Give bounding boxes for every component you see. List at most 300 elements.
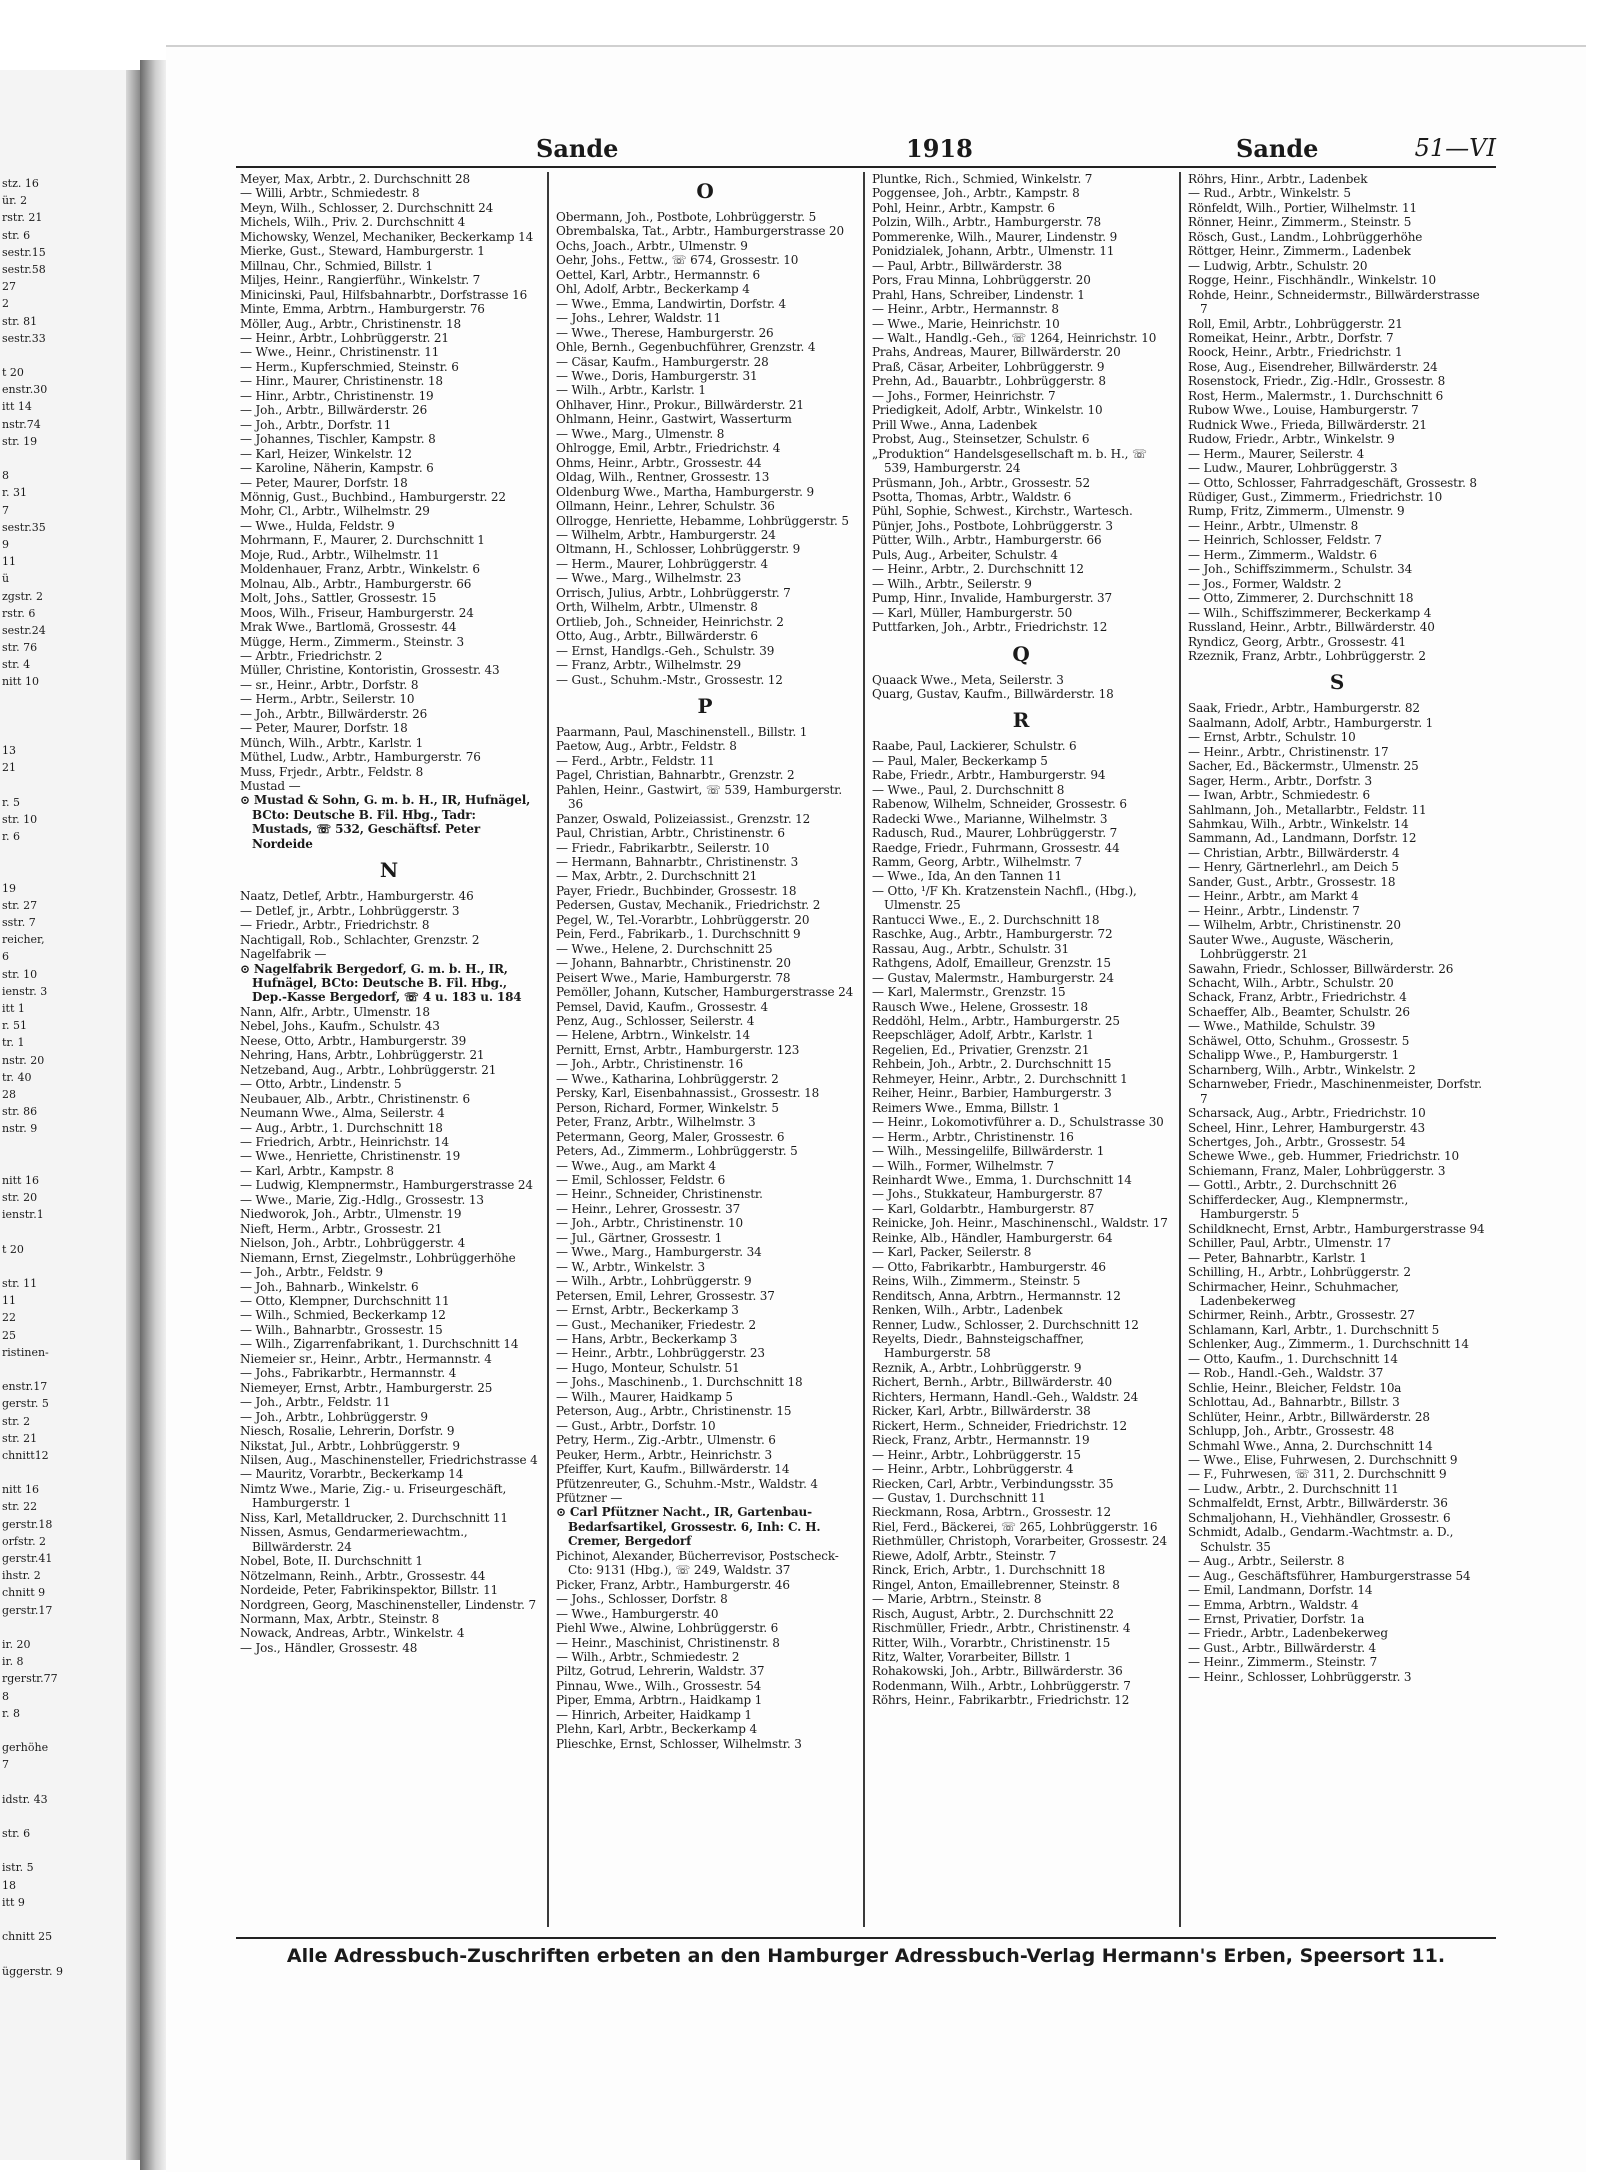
directory-entry: Reinhardt Wwe., Emma, 1. Durchschnitt 14 — [872, 1173, 1132, 1187]
directory-entry: — Wilh., Schiffszimmerer, Beckerkamp 4 — [1188, 605, 1432, 620]
directory-entry: Müller, Christine, Kontoristin, Grossestr. 43 — [240, 663, 500, 678]
prev-page-fragment: str. 76 — [2, 641, 38, 655]
directory-entry: — Jos., Händler, Grossestr. 48 — [240, 1640, 418, 1655]
directory-entry: Piper, Emma, Arbtrn., Haidkamp 1 — [556, 1693, 763, 1708]
directory-entry: Röhrs, Hinr., Arbtr., Ladenbek — [1188, 172, 1368, 186]
directory-entry: Moje, Rud., Arbtr., Wilhelmstr. 11 — [240, 547, 440, 562]
directory-entry: Niss, Karl, Metalldrucker, 2. Durchschnitt 11 — [240, 1510, 508, 1525]
business-advertisement: ⊙ Mustad & Sohn, G. m. b. H., IR, Hufnägel, BCto: Deutsche B. Fil. Hbg., Tadr: Mustads, ☏ 532, Geschäftsf. Peter Nordeide — [240, 793, 531, 851]
directory-entry: Quaack Wwe., Meta, Seilerstr. 3 — [872, 672, 1064, 687]
directory-entry: Ricker, Karl, Arbtr., Billwärderstr. 38 — [872, 1404, 1091, 1419]
directory-entry: — Wwe., Marg., Wilhelmstr. 23 — [556, 571, 742, 586]
directory-entry: Schalipp Wwe., P., Hamburgerstr. 1 — [1188, 1048, 1400, 1063]
directory-entry: — Wwe., Hulda, Feldstr. 9 — [240, 518, 395, 533]
directory-entry: Petermann, Georg, Maler, Grossestr. 6 — [556, 1129, 785, 1144]
directory-entry: — Henry, Gärtnerlehrl., am Deich 5 — [1188, 860, 1399, 875]
directory-entry: — Aug., Geschäftsführer, Hamburgerstrasse 54 — [1188, 1568, 1471, 1583]
directory-entry: Prehn, Ad., Bauarbtr., Lohbrüggerstr. 8 — [872, 374, 1106, 389]
directory-entry: — Paul, Maler, Beckerkamp 5 — [872, 753, 1048, 768]
directory-entry: Normann, Max, Arbtr., Steinstr. 8 — [240, 1611, 440, 1626]
directory-entry: — Christian, Arbtr., Billwärderstr. 4 — [1188, 845, 1400, 860]
directory-entry: Person, Richard, Former, Winkelstr. 5 — [556, 1100, 779, 1115]
prev-page-fragment: str. 6 — [2, 1827, 31, 1840]
prev-page-fragment: chnitt12 — [2, 1448, 49, 1462]
section-letter: Q — [1012, 641, 1030, 666]
directory-entry: — Karl, Arbtr., Kampstr. 8 — [240, 1163, 394, 1178]
directory-entry: — Hermann, Bahnarbtr., Christinenstr. 3 — [556, 855, 799, 870]
directory-entry: Naatz, Detlef, Arbtr., Hamburgerstr. 46 — [240, 889, 474, 904]
header-year: 1918 — [906, 134, 973, 163]
directory-entry: — Wilh., Zigarrenfabrikant, 1. Durchschnitt 14 — [240, 1337, 519, 1352]
directory-entry: — Wilh., Arbtr., Karlstr. 1 — [556, 383, 706, 398]
directory-entry: Roock, Heinr., Arbtr., Friedrichstr. 1 — [1188, 345, 1403, 360]
prev-page-fragment: 22 — [2, 1311, 16, 1325]
directory-entry: Plehn, Karl, Arbtr., Beckerkamp 4 — [556, 1722, 757, 1737]
prev-page-fragment — [0, 1842, 125, 1859]
header-locality-left: Sande — [536, 134, 619, 163]
prev-page-fragment: t 20 — [2, 1242, 24, 1256]
prev-page-fragment: idstr. 43 — [2, 1792, 48, 1806]
directory-entry: Saalmann, Adolf, Arbtr., Hamburgerstr. 1 — [1188, 715, 1434, 730]
prev-page-fragment — [0, 1808, 125, 1825]
directory-entry: Peters, Ad., Zimmerm., Lohbrüggerstr. 5 — [556, 1144, 798, 1159]
directory-entry: — Wwe., Elise, Fuhrwesen, 2. Durchschnitt 9 — [1188, 1452, 1458, 1467]
directory-entry: — Heinr., Arbtr., Lohbrüggerstr. 4 — [872, 1462, 1074, 1477]
directory-entry: — Ernst, Handlgs.-Geh., Schulstr. 39 — [556, 643, 775, 658]
directory-entry: Prahs, Andreas, Maurer, Billwärderstr. 20 — [872, 345, 1121, 360]
prev-page-fragment: nitt 16 — [2, 1483, 39, 1497]
prev-page-fragment: str. 81 — [2, 314, 38, 328]
directory-entry: Moos, Wilh., Friseur, Hamburgerstr. 24 — [240, 605, 474, 620]
column-rule — [1179, 172, 1181, 1927]
business-advertisement: ⊙ Carl Pfützner Nacht., IR, Gartenbau-Bedarfsartikel, Grossestr. 6, Inh: C. H. Cremer, Bergedorf — [556, 1505, 821, 1549]
directory-entry: Niedworok, Joh., Arbtr., Ulmenstr. 19 — [240, 1207, 462, 1222]
directory-entry: Radecki Wwe., Marianne, Wilhelmstr. 3 — [872, 811, 1108, 826]
column-rule — [547, 172, 549, 1927]
directory-entry: Rose, Aug., Eisendreher, Billwärderstr. 24 — [1188, 359, 1438, 374]
directory-entry: Praß, Cäsar, Arbeiter, Lohbrüggerstr. 9 — [872, 359, 1105, 374]
directory-entry: — Friedr., Arbtr., Ladenbekerweg — [1188, 1626, 1388, 1641]
directory-entry: Oehr, Johs., Fettw., ☏ 674, Grossestr. 10 — [556, 253, 799, 268]
directory-entry: — Ernst, Arbtr., Schulstr. 10 — [1188, 730, 1356, 745]
directory-entry: Nachtigall, Rob., Schlachter, Grenzstr. 2 — [240, 932, 480, 947]
prev-page-fragment: 11 — [2, 555, 16, 569]
directory-entry: Oettel, Karl, Arbtr., Hermannstr. 6 — [556, 267, 760, 282]
directory-entry: — Friedr., Fabrikarbtr., Seilerstr. 10 — [556, 840, 770, 855]
directory-entry: — Gust., Schuhm.-Mstr., Grossestr. 12 — [556, 672, 783, 687]
directory-entry: Pors, Frau Minna, Lohbrüggerstr. 20 — [872, 273, 1091, 288]
directory-entry: Piltz, Gotrud, Lehrerin, Waldstr. 37 — [556, 1664, 765, 1679]
directory-entry: Rinck, Erich, Arbtr., 1. Durchschnitt 18 — [872, 1563, 1106, 1578]
directory-entry: Mustad — — [240, 779, 301, 794]
prev-page-fragment — [0, 863, 125, 880]
directory-entry: Reinicke, Joh. Heinr., Maschinenschl., Waldstr. 17 — [872, 1216, 1168, 1231]
directory-entry: Pedersen, Gustav, Mechanik., Friedrichstr. 2 — [556, 898, 821, 913]
directory-entry: Pahlen, Heinr., Gastwirt, ☏ 539, Hamburgerstr. 36 — [556, 782, 843, 812]
directory-entry: — Willi, Arbtr., Schmiedestr. 8 — [240, 186, 420, 201]
directory-entry: Peter, Franz, Arbtr., Wilhelmstr. 3 — [556, 1115, 756, 1130]
directory-entry: Rösch, Gust., Landm., Lohbrüggerhöhe — [1188, 229, 1423, 244]
directory-entry: Oltmann, H., Schlosser, Lohbrüggerstr. 9 — [556, 542, 801, 557]
directory-entry: — Joh., Arbtr., Dorfstr. 11 — [240, 417, 392, 432]
directory-entry: Puttfarken, Joh., Arbtr., Friedrichstr. 12 — [872, 620, 1108, 635]
directory-entry: — Otto, ¹/F Kh. Kratzenstein Nachfl., (Hbg.), Ulmenstr. 25 — [872, 883, 1137, 913]
directory-entry: Pein, Ferd., Fabrikarb., 1. Durchschnitt 9 — [556, 927, 801, 942]
directory-entry: Meyn, Wilh., Schlosser, 2. Durchschnitt 24 — [240, 200, 494, 215]
directory-entry: — Heinr., Arbtr., Hermannstr. 8 — [872, 302, 1059, 317]
prev-page-fragment: str. 22 — [2, 1500, 38, 1514]
directory-entry: — Iwan, Arbtr., Schmiedestr. 6 — [1188, 788, 1371, 803]
directory-entry: — Wilh., Arbtr., Lohbrüggerstr. 9 — [556, 1274, 752, 1289]
directory-entry: Rieck, Franz, Arbtr., Hermannstr. 19 — [872, 1433, 1090, 1448]
directory-entry: — Otto, Arbtr., Lindenstr. 5 — [240, 1077, 402, 1092]
directory-entry: — Wilh., Former, Wilhelmstr. 7 — [872, 1158, 1054, 1173]
prev-page-fragment — [0, 450, 125, 467]
directory-entry: Schilling, H., Arbtr., Lohbrüggerstr. 2 — [1188, 1265, 1411, 1280]
directory-entry: Rüdiger, Gust., Zimmerm., Friedrichstr. 10 — [1188, 489, 1443, 504]
prev-page-fragment: 18 — [2, 1878, 16, 1892]
directory-entry: Poggensee, Joh., Arbtr., Kampstr. 8 — [872, 186, 1080, 201]
directory-entry: — Mauritz, Vorarbtr., Beckerkamp 14 — [240, 1467, 464, 1482]
directory-entry: Ollrogge, Henriette, Hebamme, Lohbrüggerstr. 5 — [556, 513, 849, 528]
directory-entry: Ritz, Walter, Vorarbeiter, Billstr. 1 — [872, 1649, 1072, 1664]
directory-entry: — Detlef, jr., Arbtr., Lohbrüggerstr. 3 — [240, 903, 460, 918]
prev-page-fragment: gerstr.17 — [2, 1603, 53, 1617]
directory-entry: Persky, Karl, Eisenbahnassist., Grossestr. 18 — [556, 1086, 820, 1101]
directory-entry: Rönner, Heinr., Zimmerm., Steinstr. 5 — [1188, 215, 1412, 230]
directory-entry: Prahl, Hans, Schreiber, Lindenstr. 1 — [872, 287, 1085, 302]
prev-page-fragment: gerstr. 5 — [2, 1397, 49, 1411]
directory-entry: Reinke, Alb., Händler, Hamburgerstr. 64 — [872, 1230, 1113, 1245]
directory-entry: Prill Wwe., Anna, Ladenbek — [872, 417, 1037, 432]
directory-entry: Ollmann, Heinr., Lehrer, Schulstr. 36 — [556, 499, 775, 514]
directory-entry: Nötzelmann, Reinh., Arbtr., Grossestr. 44 — [240, 1568, 486, 1583]
directory-entry: Ponidzialek, Johann, Arbtr., Ulmenstr. 11 — [872, 244, 1115, 259]
directory-entry: Romeikat, Heinr., Arbtr., Dorfstr. 7 — [1188, 330, 1394, 345]
directory-entry: — Wwe., Aug., am Markt 4 — [556, 1158, 716, 1173]
directory-entry: Schildknecht, Ernst, Arbtr., Hamburgerstrasse 94 — [1188, 1221, 1485, 1236]
prev-page-fragment: str. 20 — [2, 1191, 38, 1205]
prev-page-fragment — [0, 777, 125, 794]
directory-entry: Pichinot, Alexander, Bücherrevisor, Postscheck-Cto: 9131 (Hbg.), ☏ 249, Waldstr. 37 — [556, 1548, 839, 1578]
prev-page-fragment: ienstr. 3 — [2, 984, 48, 998]
directory-entry: — Gustav, 1. Durchschnitt 11 — [872, 1490, 1046, 1505]
directory-entry: — Ludw., Arbtr., 2. Durchschnitt 11 — [1188, 1481, 1399, 1496]
directory-entry: Schewe Wwe., geb. Hummer, Friedrichstr. 10 — [1188, 1149, 1460, 1164]
directory-entry: — Heinr., Arbtr., Ulmenstr. 8 — [1188, 518, 1359, 533]
directory-entry: Rudow, Friedr., Arbtr., Winkelstr. 9 — [1188, 432, 1395, 447]
prev-page-fragment: sestr.33 — [2, 331, 46, 345]
directory-entry: Michowsky, Wenzel, Mechaniker, Beckerkamp 14 — [240, 229, 534, 244]
prev-page-fragment: str. 11 — [2, 1277, 38, 1290]
directory-entry: Schacht, Wilh., Arbtr., Schulstr. 20 — [1188, 976, 1394, 991]
directory-entry: Niemeier sr., Heinr., Arbtr., Hermannstr. 4 — [240, 1351, 492, 1366]
directory-entry: Ohlmann, Heinr., Gastwirt, Wasserturm — [556, 412, 792, 427]
directory-entry: — Joh., Arbtr., Christinenstr. 10 — [556, 1216, 743, 1231]
directory-entry: Ohms, Heinr., Arbtr., Grossestr. 44 — [556, 455, 762, 470]
page-number: 51—VI — [1414, 134, 1496, 162]
directory-entry: — Ferd., Arbtr., Feldstr. 11 — [556, 753, 715, 768]
directory-entry: Nielson, Joh., Arbtr., Lohbrüggerstr. 4 — [240, 1236, 466, 1251]
directory-entry: — Peter, Maurer, Dorfstr. 18 — [240, 721, 408, 736]
directory-entry: — Heinr., Maschinist, Christinenstr. 8 — [556, 1635, 780, 1650]
directory-entry: Röttger, Heinr., Zimmerm., Ladenbek — [1188, 244, 1411, 259]
directory-entry: — Karl, Malermstr., Grenzstr. 15 — [872, 985, 1066, 1000]
directory-entry: Rogge, Heinr., Fischhändlr., Winkelstr. 10 — [1188, 273, 1437, 288]
prev-page-fragment: 7 — [2, 503, 9, 517]
directory-entry: Picker, Franz, Arbtr., Hamburgerstr. 46 — [556, 1577, 790, 1592]
prev-page-fragment: 9 — [2, 537, 9, 551]
directory-entry: — Otto, Zimmerer, 2. Durchschnitt 18 — [1188, 591, 1414, 606]
section-letter: P — [697, 693, 713, 718]
directory-entry: — Heinr., Arbtr., Lohbrüggerstr. 21 — [240, 330, 449, 345]
directory-entry: — Gustav, Malermstr., Hamburgerstr. 24 — [872, 970, 1114, 985]
directory-entry: Neese, Otto, Arbtr., Hamburgerstr. 39 — [240, 1033, 467, 1048]
directory-entry: „Produktion“ Handelsgesellschaft m. b. H., ☏ 539, Hamburgerstr. 24 — [872, 446, 1147, 476]
prev-page-fragment — [0, 1223, 125, 1240]
directory-entry: — Johs., Maschinenb., 1. Durchschnitt 18 — [556, 1375, 803, 1390]
directory-entry: — Walt., Handlg.-Geh., ☏ 1264, Heinrichstr. 10 — [872, 330, 1157, 345]
prev-page-fragment — [0, 708, 125, 725]
prev-page-fragment: nstr. 20 — [2, 1053, 45, 1067]
directory-entry: — Wilhelm, Arbtr., Christinenstr. 20 — [1188, 918, 1401, 933]
directory-entry: — Heinr., Arbtr., Lindenstr. 7 — [1188, 903, 1360, 918]
directory-entry: Schirmacher, Heinr., Schuhmacher, Ladenbekerweg — [1188, 1279, 1399, 1308]
directory-entry: Schlupp, Joh., Arbtr., Grossestr. 48 — [1188, 1424, 1395, 1439]
prev-page-fragment: 6 — [2, 950, 9, 964]
prev-page-fragment: 21 — [2, 761, 16, 775]
directory-entry: Millnau, Chr., Schmied, Billstr. 1 — [240, 258, 434, 273]
directory-entry: Netzeband, Aug., Arbtr., Lohbrüggerstr. 21 — [240, 1062, 497, 1077]
directory-entry: — Johann, Bahnarbtr., Christinenstr. 20 — [556, 956, 791, 971]
prev-page-fragment: rstr. 6 — [2, 606, 36, 620]
prev-page-fragment: str. 10 — [2, 812, 38, 826]
prev-page-fragment: stz. 16 — [2, 177, 39, 190]
directory-entry: Pump, Hinr., Invalide, Hamburgerstr. 37 — [872, 591, 1112, 606]
prev-page-fragment — [0, 1619, 125, 1636]
directory-entry: — Wwe., Heinr., Christinenstr. 11 — [240, 345, 440, 360]
prev-page-fragment — [0, 1464, 125, 1481]
directory-entry: Polzin, Wilh., Arbtr., Hamburgerstr. 78 — [872, 215, 1102, 230]
directory-entry: — Wwe., Paul, 2. Durchschnitt 8 — [872, 782, 1065, 797]
directory-entry: Scheel, Hinr., Lehrer, Hamburgerstr. 43 — [1188, 1120, 1426, 1135]
directory-entry: Mönnig, Gust., Buchbind., Hamburgerstr. 22 — [240, 489, 506, 504]
directory-entry: — Emma, Arbtrn., Waldstr. 4 — [1188, 1597, 1359, 1612]
directory-entry: Scharsack, Aug., Arbtr., Friedrichstr. 10 — [1188, 1106, 1426, 1121]
directory-entry: — Emil, Landmann, Dorfstr. 14 — [1188, 1583, 1373, 1598]
directory-entry: Ohle, Bernh., Gegenbuchführer, Grenzstr. 4 — [556, 340, 816, 355]
prev-page-fragment: nitt 16 — [2, 1173, 39, 1187]
section-letter: R — [1012, 708, 1030, 733]
directory-entry: — Wilh., Messingelilfe, Billwärderstr. 1 — [872, 1144, 1105, 1159]
directory-entry: Nieft, Herm., Arbtr., Grossestr. 21 — [240, 1221, 443, 1236]
prev-page-fragment: gerstr.18 — [2, 1517, 53, 1531]
directory-entry: — W., Arbtr., Winkelstr. 3 — [556, 1259, 705, 1274]
directory-entry: Riecken, Carl, Arbtr., Verbindungsstr. 35 — [872, 1476, 1114, 1491]
directory-entry: — Johs., Fabrikarbtr., Hermannstr. 4 — [240, 1366, 457, 1381]
directory-entry: — Joh., Arbtr., Feldstr. 9 — [240, 1265, 383, 1280]
directory-entry: — Ludwig, Klempnermstr., Hamburgerstrasse 24 — [240, 1178, 533, 1193]
prev-page-fragment: sestr.24 — [2, 623, 46, 637]
directory-entry: Minicinski, Paul, Hilfsbahnarbtr., Dorfstrasse 16 — [240, 287, 528, 302]
directory-entry: — Joh., Arbtr., Feldstr. 11 — [240, 1395, 391, 1410]
page-fold — [126, 70, 140, 2160]
prev-page-fragment: sestr.35 — [2, 520, 46, 534]
business-advertisement: ⊙ Nagelfabrik Bergedorf, G. m. b. H., IR, Hufnägel, BCto: Deutsche B. Fil. Hbg., Dep.-Kasse Bergedorf, ☏ 4 u. 183 u. 184 — [240, 961, 522, 1005]
directory-entry: Rickert, Herm., Schneider, Friedrichstr. 12 — [872, 1418, 1128, 1433]
directory-entry: Rohde, Heinr., Schneidermstr., Billwärderstrasse 7 — [1188, 287, 1480, 317]
directory-entry: Roll, Emil, Arbtr., Lohbrüggerstr. 21 — [1188, 316, 1403, 331]
directory-entry: Rehmeyer, Heinr., Arbtr., 2. Durchschnitt 1 — [872, 1071, 1128, 1086]
directory-entry: — Paul, Arbtr., Billwärderstr. 38 — [872, 258, 1062, 273]
directory-entry: Russland, Heinr., Arbtr., Billwärderstr. 40 — [1188, 620, 1435, 635]
directory-entry: Molnau, Alb., Arbtr., Hamburgerstr. 66 — [240, 576, 472, 591]
prev-page-fragment: str. 19 — [2, 434, 38, 448]
directory-entry: — Heinr., Arbtr., am Markt 4 — [1188, 889, 1359, 904]
prev-page-fragment: r. 31 — [2, 486, 28, 500]
directory-entry: — Karl, Heizer, Winkelstr. 12 — [240, 446, 412, 461]
prev-page-fragment: enstr.17 — [2, 1380, 48, 1394]
prev-page-fragment: enstr.30 — [2, 383, 48, 397]
directory-entry: Schlie, Heinr., Bleicher, Feldstr. 10a — [1188, 1380, 1402, 1395]
directory-entry: Ohl, Adolf, Arbtr., Beckerkamp 4 — [556, 282, 750, 297]
directory-entry: — Hinr., Arbtr., Christinenstr. 19 — [240, 388, 434, 403]
directory-entry: Rönfeldt, Wilh., Portier, Wilhelmstr. 11 — [1188, 200, 1417, 215]
directory-entry: Molt, Johs., Sattler, Grossestr. 15 — [240, 591, 437, 606]
directory-column-3 — [872, 172, 1170, 1927]
prev-page-fragment — [0, 1911, 125, 1928]
directory-entry: Oldenburg Wwe., Martha, Hamburgerstr. 9 — [556, 484, 814, 499]
directory-entry: Peuker, Herm., Arbtr., Heinrichstr. 3 — [556, 1447, 772, 1462]
directory-entry: — Joh., Arbtr., Christinenstr. 16 — [556, 1057, 743, 1072]
prev-page-fragment: 19 — [2, 881, 16, 895]
directory-entry: Muss, Frjedr., Arbtr., Feldstr. 8 — [240, 764, 424, 779]
prev-page-fragment: 13 — [2, 744, 16, 758]
directory-entry: Pühl, Sophie, Schwest., Kirchstr., Wartesch. — [872, 504, 1133, 519]
directory-entry: — Joh., Arbtr., Billwärderstr. 26 — [240, 403, 428, 418]
directory-entry: Müthel, Ludw., Arbtr., Hamburgerstr. 76 — [240, 750, 481, 765]
prev-page-fragment: str. 86 — [2, 1105, 38, 1119]
directory-entry: Sauter Wwe., Auguste, Wäscherin, Lohbrüggerstr. 21 — [1188, 932, 1394, 962]
directory-entry: Pommerenke, Wilh., Maurer, Lindenstr. 9 — [872, 229, 1118, 244]
directory-entry: Minte, Emma, Arbtrn., Hamburgerstr. 76 — [240, 302, 485, 317]
prev-page-fragment — [0, 1361, 125, 1378]
directory-entry: Risch, August, Arbtr., 2. Durchschnitt 22 — [872, 1606, 1114, 1621]
directory-entry: — Otto, Schlosser, Fahrradgeschäft, Grossestr. 8 — [1188, 475, 1477, 490]
directory-entry: Rathgens, Adolf, Emailleur, Grenzstr. 15 — [872, 956, 1111, 971]
directory-entry: — Wwe., Marg., Hamburgerstr. 34 — [556, 1245, 762, 1260]
directory-entry: Niesch, Rosalie, Lehrerin, Dorfstr. 9 — [240, 1424, 455, 1439]
directory-entry: Pfeiffer, Kurt, Kaufm., Billwärderstr. 14 — [556, 1462, 790, 1477]
directory-entry: — Wwe., Mathilde, Schulstr. 39 — [1188, 1019, 1376, 1034]
directory-entry: — Wilh., Maurer, Haidkamp 5 — [556, 1389, 733, 1404]
directory-entry: — Johs., Lehrer, Waldstr. 11 — [556, 311, 721, 326]
directory-entry: Mügge, Herm., Zimmerm., Steinstr. 3 — [240, 634, 464, 649]
directory-entry: Raedge, Friedr., Fuhrmann, Grossestr. 44 — [872, 840, 1120, 855]
section-letter: N — [379, 858, 399, 883]
directory-entry: Sahlmann, Joh., Metallarbtr., Feldstr. 11 — [1188, 802, 1427, 817]
prev-page-fragment: üggerstr. 9 — [2, 1964, 64, 1978]
directory-entry: — Herm., Arbtr., Seilerstr. 10 — [240, 692, 415, 707]
directory-entry: — Rud., Arbtr., Winkelstr. 5 — [1188, 186, 1351, 201]
directory-entry: Rodenmann, Wilh., Arbtr., Lohbrüggerstr. 7 — [872, 1678, 1131, 1693]
prev-page-fragment — [0, 1155, 125, 1172]
directory-entry: Niemeyer, Ernst, Arbtr., Hamburgerstr. 25 — [240, 1380, 493, 1395]
directory-entry: — sr., Heinr., Arbtr., Dorfstr. 8 — [240, 677, 419, 692]
directory-entry: Riethmüller, Christoph, Vorarbeiter, Grossestr. 24 — [872, 1534, 1167, 1549]
directory-entry: Ohlhaver, Hinr., Prokur., Billwärderstr. 21 — [556, 397, 804, 412]
directory-entry: — Peter, Bahnarbtr., Karlstr. 1 — [1188, 1250, 1367, 1265]
directory-entry: — Ludw., Maurer, Lohbrüggerstr. 3 — [1188, 461, 1398, 476]
directory-entry: — Joh., Bahnarb., Winkelstr. 6 — [240, 1279, 419, 1294]
prev-page-fragment: 27 — [2, 280, 16, 294]
prev-page-fragment: 7 — [2, 1758, 9, 1772]
directory-page — [166, 45, 1586, 2172]
directory-entry: Reepschläger, Adolf, Arbtr., Karlstr. 1 — [872, 1028, 1094, 1043]
directory-entry: — Herm., Maurer, Seilerstr. 4 — [1188, 446, 1365, 461]
directory-entry: — Heinr., Lokomotivführer a. D., Schulstrasse 30 — [872, 1115, 1164, 1130]
directory-entry: — Karl, Müller, Hamburgerstr. 50 — [872, 605, 1073, 620]
directory-entry: — Heinr., Lehrer, Grossestr. 37 — [556, 1201, 741, 1216]
directory-entry: — Emil, Schlosser, Feldstr. 6 — [556, 1173, 726, 1187]
directory-entry: Reznik, A., Arbtr., Lohbrüggerstr. 9 — [872, 1360, 1082, 1375]
directory-entry: Riewe, Adolf, Arbtr., Steinstr. 7 — [872, 1548, 1057, 1563]
directory-entry: — Wwe., Helene, 2. Durchschnitt 25 — [556, 941, 773, 956]
directory-entry: — Wwe., Marie, Zig.-Hdlg., Grossestr. 13 — [240, 1192, 484, 1207]
directory-entry: Rehbein, Joh., Arbtr., 2. Durchschnitt 15 — [872, 1057, 1112, 1072]
directory-entry: — Aug., Arbtr., Seilerstr. 8 — [1188, 1554, 1345, 1569]
directory-entry: Ringel, Anton, Emaillebrenner, Steinstr. 8 — [872, 1577, 1120, 1592]
prev-page-fragment: itt 14 — [2, 400, 32, 414]
directory-entry: Regelien, Ed., Privatier, Grenzstr. 21 — [872, 1042, 1090, 1057]
directory-entry: — Heinr., Schlosser, Lohbrüggerstr. 3 — [1188, 1669, 1412, 1684]
directory-entry: — Wilh., Arbtr., Schmiedestr. 2 — [556, 1649, 740, 1664]
directory-entry: Obrembalska, Tat., Arbtr., Hamburgerstrasse 20 — [556, 224, 845, 239]
directory-entry: Rischmüller, Friedr., Arbtr., Christinenstr. 4 — [872, 1621, 1131, 1636]
directory-entry: Münch, Wilh., Arbtr., Karlstr. 1 — [240, 735, 424, 750]
directory-entry: Röhrs, Heinr., Fabrikarbtr., Friedrichstr. 12 — [872, 1693, 1130, 1708]
directory-entry: Rump, Fritz, Zimmerm., Ulmenstr. 9 — [1188, 504, 1405, 519]
directory-entry: Rudnick Wwe., Frieda, Billwärderstr. 21 — [1188, 417, 1427, 432]
directory-entry: — Wilh., Schmied, Beckerkamp 12 — [240, 1308, 446, 1323]
prev-page-fragment: sestr.15 — [2, 245, 46, 259]
directory-entry: Neubauer, Alb., Arbtr., Christinenstr. 6 — [240, 1091, 470, 1106]
directory-entry: Rassau, Aug., Arbtr., Schulstr. 31 — [872, 941, 1070, 956]
directory-entry: Pfützner — — [556, 1490, 623, 1505]
directory-entry: — Heinr., Arbtr., Christinenstr. 17 — [1188, 744, 1389, 759]
prev-page-fragment: r. 6 — [2, 830, 21, 844]
directory-entry: — Wilh., Bahnarbtr., Grossestr. 15 — [240, 1322, 443, 1337]
directory-entry: Ochs, Joach., Arbtr., Ulmenstr. 9 — [556, 238, 748, 253]
directory-entry: Schlamann, Karl, Arbtr., 1. Durchschnitt 5 — [1188, 1322, 1440, 1337]
directory-entry: — Gust., Arbtr., Billwärderstr. 4 — [1188, 1640, 1377, 1655]
prev-page-fragment: itt 9 — [2, 1895, 25, 1909]
directory-entry: Saak, Friedr., Arbtr., Hamburgerstr. 82 — [1188, 701, 1420, 716]
prev-page-fragment: rgerstr.77 — [2, 1672, 58, 1686]
directory-entry: Mrak Wwe., Bartlomä, Grossestr. 44 — [240, 620, 457, 635]
directory-entry: — Wwe., Emma, Landwirtin, Dorfstr. 4 — [556, 296, 786, 311]
directory-entry: Plieschke, Ernst, Schlosser, Wilhelmstr. 3 — [556, 1736, 802, 1751]
prev-page-fragment: reicher, — [2, 933, 45, 947]
directory-entry: — Jos., Former, Waldstr. 2 — [1188, 576, 1342, 591]
directory-entry: Pütter, Wilh., Arbtr., Hamburgerstr. 66 — [872, 533, 1102, 548]
directory-entry: Obermann, Joh., Postbote, Lohbrüggerstr. 5 — [556, 210, 817, 224]
directory-entry: Payer, Friedr., Buchbinder, Grossestr. 18 — [556, 883, 797, 898]
directory-entry: Oldag, Wilh., Rentner, Grossestr. 13 — [556, 470, 770, 485]
prev-page-fragment — [0, 1773, 125, 1790]
prev-page-fragment: 11 — [2, 1294, 16, 1308]
directory-entry: Riel, Ferd., Bäckerei, ☏ 265, Lohbrüggerstr. 16 — [872, 1519, 1158, 1534]
